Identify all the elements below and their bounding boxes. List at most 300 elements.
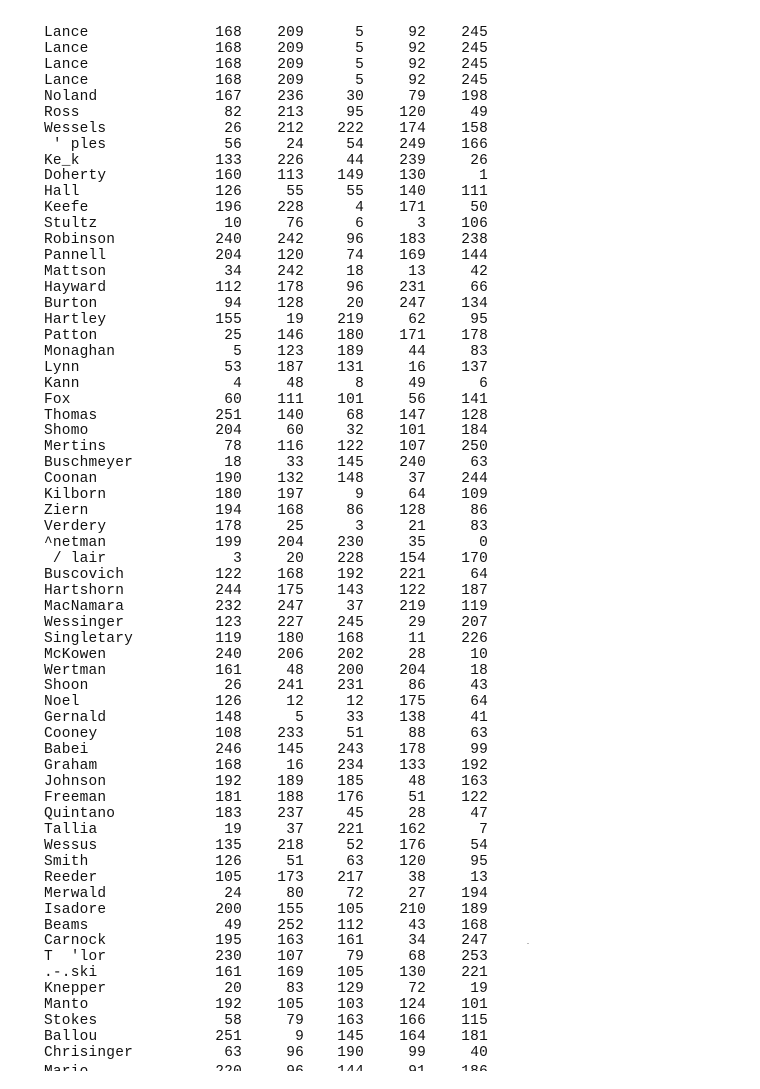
row-value-2: 145 bbox=[277, 742, 304, 759]
table-row bbox=[0, 248, 760, 264]
row-name: Wessus bbox=[44, 837, 98, 854]
row-value-5: 194 bbox=[461, 885, 488, 902]
row-value-2: 83 bbox=[286, 981, 304, 998]
row-value-5: 95 bbox=[470, 853, 488, 870]
row-value-4: 29 bbox=[408, 614, 426, 631]
row-value-1: 126 bbox=[215, 184, 242, 201]
table-row bbox=[0, 854, 760, 870]
row-value-1: 240 bbox=[215, 646, 242, 663]
row-value-4: 204 bbox=[399, 662, 426, 679]
row-value-4: 92 bbox=[408, 72, 426, 89]
row-name: Lance bbox=[44, 40, 89, 57]
row-value-5: 184 bbox=[461, 423, 488, 440]
row-value-1: 192 bbox=[215, 997, 242, 1014]
row-value-1: 168 bbox=[215, 25, 242, 41]
row-value-3: 4 bbox=[355, 200, 364, 217]
row-value-1: 199 bbox=[215, 535, 242, 551]
row-value-5: 63 bbox=[470, 726, 488, 743]
row-value-4: 107 bbox=[399, 439, 426, 456]
row-name: ^netman bbox=[44, 535, 107, 551]
row-value-5: 189 bbox=[461, 901, 488, 918]
row-name: Wertman bbox=[44, 662, 107, 679]
row-value-5: 158 bbox=[461, 120, 488, 137]
row-value-3: 176 bbox=[337, 790, 364, 806]
row-value-5: 95 bbox=[470, 311, 488, 328]
row-value-3: 202 bbox=[337, 646, 364, 663]
row-value-4: 210 bbox=[399, 901, 426, 918]
row-value-2: 247 bbox=[277, 598, 304, 615]
table-row bbox=[0, 264, 760, 280]
row-value-3: 231 bbox=[337, 678, 364, 695]
row-value-3: 129 bbox=[337, 981, 364, 998]
row-value-3: 51 bbox=[346, 726, 364, 743]
row-value-1: 56 bbox=[224, 136, 242, 153]
row-name: Buscovich bbox=[44, 566, 125, 583]
row-value-3: 30 bbox=[346, 88, 364, 105]
row-value-4: 178 bbox=[399, 742, 426, 759]
row-name: Chrisinger bbox=[44, 1045, 134, 1061]
row-value-3: 219 bbox=[337, 311, 364, 328]
row-value-4: 122 bbox=[399, 582, 426, 599]
row-value-2: 146 bbox=[277, 327, 304, 344]
row-name: Hartley bbox=[44, 311, 107, 328]
table-row bbox=[0, 933, 760, 949]
row-value-1: 194 bbox=[215, 503, 242, 520]
row-value-5: 238 bbox=[461, 232, 488, 249]
row-value-1: 190 bbox=[215, 471, 242, 488]
row-value-4: 154 bbox=[399, 550, 426, 567]
row-value-2: 252 bbox=[277, 917, 304, 934]
row-name: T 'lor bbox=[44, 949, 107, 966]
table-row bbox=[0, 408, 760, 424]
table-row bbox=[0, 1045, 760, 1061]
row-name: Lance bbox=[44, 56, 89, 73]
row-name: Keefe bbox=[44, 200, 89, 217]
row-value-3: 54 bbox=[346, 136, 364, 153]
row-value-3: 44 bbox=[346, 152, 364, 169]
row-value-2: 33 bbox=[286, 455, 304, 472]
row-value-5: 250 bbox=[461, 439, 488, 456]
row-value-1: 26 bbox=[224, 120, 242, 137]
row-value-2: 180 bbox=[277, 630, 304, 647]
row-value-2: 204 bbox=[277, 535, 304, 551]
row-value-2: 206 bbox=[277, 646, 304, 663]
table-row bbox=[0, 232, 760, 248]
row-value-1: 168 bbox=[215, 56, 242, 73]
row-name: Merwald bbox=[44, 885, 107, 902]
row-value-3: 180 bbox=[337, 327, 364, 344]
row-value-1: 5 bbox=[233, 343, 242, 360]
row-value-5: 178 bbox=[461, 327, 488, 344]
row-value-3: 131 bbox=[337, 359, 364, 376]
row-value-1: 195 bbox=[215, 933, 242, 950]
row-name: Pannell bbox=[44, 248, 107, 265]
row-value-5: 26 bbox=[470, 152, 488, 169]
row-name: Fox bbox=[44, 391, 71, 408]
row-value-3: 145 bbox=[337, 1029, 364, 1046]
row-value-1: 168 bbox=[215, 40, 242, 57]
table-row bbox=[0, 567, 760, 583]
row-value-3: 185 bbox=[337, 774, 364, 791]
row-name: Noel bbox=[44, 694, 80, 711]
row-value-2: 227 bbox=[277, 614, 304, 631]
table-row bbox=[0, 965, 760, 981]
table-row bbox=[0, 870, 760, 886]
row-value-1: 135 bbox=[215, 837, 242, 854]
row-value-5: 170 bbox=[461, 550, 488, 567]
table-row bbox=[0, 360, 760, 376]
table-row bbox=[0, 949, 760, 965]
row-value-1: 232 bbox=[215, 598, 242, 615]
row-value-5: 6 bbox=[479, 375, 488, 392]
row-name: Cooney bbox=[44, 726, 98, 743]
table-row bbox=[0, 583, 760, 599]
row-name: Stultz bbox=[44, 216, 98, 233]
table-row bbox=[0, 216, 760, 232]
row-value-5: 50 bbox=[470, 200, 488, 217]
row-value-2: 163 bbox=[277, 933, 304, 950]
row-value-2: 9 bbox=[295, 1029, 304, 1046]
row-value-2: 128 bbox=[277, 295, 304, 312]
table-row bbox=[0, 328, 760, 344]
row-value-4: 247 bbox=[399, 295, 426, 312]
scan-speck bbox=[527, 943, 529, 944]
table-row bbox=[0, 344, 760, 360]
row-value-1: 148 bbox=[215, 710, 242, 727]
row-value-2: 96 bbox=[286, 1045, 304, 1061]
row-value-4: 124 bbox=[399, 997, 426, 1014]
row-value-5: 245 bbox=[461, 72, 488, 89]
row-value-4: 175 bbox=[399, 694, 426, 711]
table-row bbox=[0, 838, 760, 854]
row-name: Isadore bbox=[44, 901, 107, 918]
row-name: Mertins bbox=[44, 439, 107, 456]
row-value-1: 94 bbox=[224, 295, 242, 312]
row-name: Reeder bbox=[44, 869, 98, 886]
row-value-4: 171 bbox=[399, 327, 426, 344]
row-value-2: 140 bbox=[277, 407, 304, 424]
row-value-5: 128 bbox=[461, 407, 488, 424]
row-value-2: 242 bbox=[277, 232, 304, 249]
row-value-4: 174 bbox=[399, 120, 426, 137]
row-value-3: 192 bbox=[337, 566, 364, 583]
row-name: .-.ski bbox=[44, 965, 98, 982]
row-value-3: 20 bbox=[346, 295, 364, 312]
row-value-3: 200 bbox=[337, 662, 364, 679]
row-value-4: 92 bbox=[408, 40, 426, 57]
row-value-1: 183 bbox=[215, 805, 242, 822]
row-name: Kann bbox=[44, 375, 80, 392]
row-value-3: 5 bbox=[355, 56, 364, 73]
row-value-5: 41 bbox=[470, 710, 488, 727]
row-name: Monaghan bbox=[44, 343, 116, 360]
row-value-5: 245 bbox=[461, 56, 488, 73]
row-value-5: 144 bbox=[461, 248, 488, 265]
row-value-5: 198 bbox=[461, 88, 488, 105]
row-value-2: 123 bbox=[277, 343, 304, 360]
row-value-3: 37 bbox=[346, 598, 364, 615]
row-value-5: 1 bbox=[479, 168, 488, 185]
row-value-5: 83 bbox=[470, 519, 488, 536]
table-row bbox=[0, 981, 760, 997]
table-row bbox=[0, 471, 760, 487]
row-value-1: 119 bbox=[215, 630, 242, 647]
row-value-5: 245 bbox=[461, 25, 488, 41]
row-value-1: 10 bbox=[224, 216, 242, 233]
row-value-5: 134 bbox=[461, 295, 488, 312]
row-value-4: 48 bbox=[408, 774, 426, 791]
table-row bbox=[0, 392, 760, 408]
row-value-1: 155 bbox=[215, 311, 242, 328]
row-value-3: 148 bbox=[337, 471, 364, 488]
row-value-4: 21 bbox=[408, 519, 426, 536]
row-value-1: 24 bbox=[224, 885, 242, 902]
row-value-2: 188 bbox=[277, 790, 304, 806]
row-value-1: 161 bbox=[215, 662, 242, 679]
row-value-3: 122 bbox=[337, 439, 364, 456]
row-value-5: 168 bbox=[461, 917, 488, 934]
row-name: Beams bbox=[44, 917, 89, 934]
row-value-1: 200 bbox=[215, 901, 242, 918]
row-value-3: 45 bbox=[346, 805, 364, 822]
table-row bbox=[0, 376, 760, 392]
table-row bbox=[0, 663, 760, 679]
row-value-1: 168 bbox=[215, 758, 242, 775]
table-row bbox=[0, 423, 760, 439]
row-value-3: 112 bbox=[337, 917, 364, 934]
row-value-2: 55 bbox=[286, 184, 304, 201]
table-row bbox=[0, 647, 760, 663]
row-name: Ballou bbox=[44, 1029, 98, 1046]
row-name: Freeman bbox=[44, 790, 107, 806]
row-value-3: 105 bbox=[337, 901, 364, 918]
row-value-4: 101 bbox=[399, 423, 426, 440]
row-value-2: 113 bbox=[277, 168, 304, 185]
row-value-3: 33 bbox=[346, 710, 364, 727]
row-value-3: 95 bbox=[346, 104, 364, 121]
row-value-2: 60 bbox=[286, 423, 304, 440]
row-value-5: 106 bbox=[461, 216, 488, 233]
row-name: Lance bbox=[44, 25, 89, 41]
row-value-2: 120 bbox=[277, 248, 304, 265]
row-value-4: 171 bbox=[399, 200, 426, 217]
table-row bbox=[0, 710, 760, 726]
row-value-3: 96 bbox=[346, 280, 364, 296]
row-value-5: 111 bbox=[461, 184, 488, 201]
row-value-4: 92 bbox=[408, 56, 426, 73]
row-value-2: 242 bbox=[277, 264, 304, 281]
row-value-5: 166 bbox=[461, 136, 488, 153]
row-value-2: 16 bbox=[286, 758, 304, 775]
table-row bbox=[0, 280, 760, 296]
row-value-3: 74 bbox=[346, 248, 364, 265]
row-name: Johnson bbox=[44, 774, 107, 791]
row-value-4: 169 bbox=[399, 248, 426, 265]
row-value-4: 16 bbox=[408, 359, 426, 376]
row-value-2: 48 bbox=[286, 662, 304, 679]
row-value-3: 143 bbox=[337, 582, 364, 599]
row-value-5: 221 bbox=[461, 965, 488, 982]
row-value-5: 49 bbox=[470, 104, 488, 121]
row-value-5: 0 bbox=[479, 535, 488, 551]
row-value-4: 79 bbox=[408, 88, 426, 105]
row-value-2: 213 bbox=[277, 104, 304, 121]
row-value-1: 26 bbox=[224, 678, 242, 695]
table-row bbox=[0, 599, 760, 615]
table-row bbox=[0, 168, 760, 184]
row-value-4: 140 bbox=[399, 184, 426, 201]
row-name: Tallia bbox=[44, 821, 98, 838]
row-value-1: 123 bbox=[215, 614, 242, 631]
row-value-1: 167 bbox=[215, 88, 242, 105]
row-name: Hall bbox=[44, 184, 80, 201]
row-value-4: 219 bbox=[399, 598, 426, 615]
table-row bbox=[0, 439, 760, 455]
row-name: Noland bbox=[44, 88, 98, 105]
row-value-3: 163 bbox=[337, 1013, 364, 1030]
row-value-2: 209 bbox=[277, 25, 304, 41]
row-value-3: 5 bbox=[355, 40, 364, 57]
row-name: Verdery bbox=[44, 519, 107, 536]
row-value-3: 105 bbox=[337, 965, 364, 982]
row-value-4: 28 bbox=[408, 646, 426, 663]
row-value-1: 240 bbox=[215, 232, 242, 249]
row-value-4: 128 bbox=[399, 503, 426, 520]
row-value-2: 197 bbox=[277, 487, 304, 504]
row-value-1: 181 bbox=[215, 790, 242, 806]
row-value-1: 4 bbox=[233, 375, 242, 392]
row-value-3: 189 bbox=[337, 343, 364, 360]
row-value-4: 133 bbox=[399, 758, 426, 775]
row-value-2: 175 bbox=[277, 582, 304, 599]
row-value-1: 60 bbox=[224, 391, 242, 408]
row-value-4: 64 bbox=[408, 487, 426, 504]
row-value-4: 49 bbox=[408, 375, 426, 392]
row-value-5: 83 bbox=[470, 343, 488, 360]
row-value-5: 13 bbox=[470, 869, 488, 886]
row-value-4: 28 bbox=[408, 805, 426, 822]
row-value-5: 141 bbox=[461, 391, 488, 408]
row-value-2: 169 bbox=[277, 965, 304, 982]
row-value-1: 126 bbox=[215, 853, 242, 870]
row-value-1: 49 bbox=[224, 917, 242, 934]
row-name: Manto bbox=[44, 997, 89, 1014]
row-value-4: 239 bbox=[399, 152, 426, 169]
row-value-2: 189 bbox=[277, 774, 304, 791]
row-name: Wessinger bbox=[44, 614, 125, 631]
row-value-4: 240 bbox=[399, 455, 426, 472]
row-name: Hartshorn bbox=[44, 582, 125, 599]
row-value-2: 209 bbox=[277, 56, 304, 73]
row-value-4: 35 bbox=[408, 535, 426, 551]
table-row bbox=[0, 41, 760, 57]
row-value-4: 183 bbox=[399, 232, 426, 249]
row-value-4: 130 bbox=[399, 168, 426, 185]
row-value-1: 53 bbox=[224, 359, 242, 376]
row-value-2: 218 bbox=[277, 837, 304, 854]
row-value-4: 231 bbox=[399, 280, 426, 296]
row-value-3: 221 bbox=[337, 821, 364, 838]
row-value-2: 209 bbox=[277, 72, 304, 89]
row-value-4: 68 bbox=[408, 949, 426, 966]
row-name: Smith bbox=[44, 853, 89, 870]
table-row bbox=[0, 296, 760, 312]
row-value-3: 243 bbox=[337, 742, 364, 759]
row-value-2: 237 bbox=[277, 805, 304, 822]
row-value-3: 96 bbox=[346, 232, 364, 249]
table-row bbox=[0, 73, 760, 89]
table-row bbox=[0, 631, 760, 647]
row-value-5: 43 bbox=[470, 678, 488, 695]
row-value-1: 19 bbox=[224, 821, 242, 838]
table-row bbox=[0, 105, 760, 121]
row-value-1: 18 bbox=[224, 455, 242, 472]
row-value-5: 64 bbox=[470, 566, 488, 583]
row-value-3: 9 bbox=[355, 487, 364, 504]
row-value-1: 244 bbox=[215, 582, 242, 599]
row-value-4: 3 bbox=[417, 216, 426, 233]
row-value-3: 55 bbox=[346, 184, 364, 201]
row-value-2: 105 bbox=[277, 997, 304, 1014]
page-bottom-edge bbox=[0, 1071, 760, 1089]
row-name: Shomo bbox=[44, 423, 89, 440]
row-value-4: 130 bbox=[399, 965, 426, 982]
row-value-5: 42 bbox=[470, 264, 488, 281]
row-value-4: 11 bbox=[408, 630, 426, 647]
row-value-3: 6 bbox=[355, 216, 364, 233]
row-value-5: 86 bbox=[470, 503, 488, 520]
row-value-1: 58 bbox=[224, 1013, 242, 1030]
row-value-5: 115 bbox=[461, 1013, 488, 1030]
row-value-2: 241 bbox=[277, 678, 304, 695]
table-row bbox=[0, 678, 760, 694]
row-value-5: 181 bbox=[461, 1029, 488, 1046]
row-name: Quintano bbox=[44, 805, 116, 822]
table-row bbox=[0, 551, 760, 567]
row-value-3: 228 bbox=[337, 550, 364, 567]
table-row bbox=[0, 503, 760, 519]
row-value-2: 168 bbox=[277, 566, 304, 583]
row-value-4: 72 bbox=[408, 981, 426, 998]
row-value-2: 116 bbox=[277, 439, 304, 456]
row-value-5: 101 bbox=[461, 997, 488, 1014]
table-row bbox=[0, 487, 760, 503]
table-row bbox=[0, 694, 760, 710]
row-value-1: 246 bbox=[215, 742, 242, 759]
row-value-5: 47 bbox=[470, 805, 488, 822]
row-value-4: 27 bbox=[408, 885, 426, 902]
row-name: Hayward bbox=[44, 280, 107, 296]
row-name: Stokes bbox=[44, 1013, 98, 1030]
row-name: Ziern bbox=[44, 503, 89, 520]
row-value-3: 79 bbox=[346, 949, 364, 966]
row-value-4: 38 bbox=[408, 869, 426, 886]
row-value-5: 10 bbox=[470, 646, 488, 663]
row-value-3: 12 bbox=[346, 694, 364, 711]
row-value-1: 126 bbox=[215, 694, 242, 711]
table-row bbox=[0, 153, 760, 169]
row-value-2: 178 bbox=[277, 280, 304, 296]
row-value-3: 149 bbox=[337, 168, 364, 185]
row-value-3: 86 bbox=[346, 503, 364, 520]
row-name: Ross bbox=[44, 104, 80, 121]
row-value-1: 78 bbox=[224, 439, 242, 456]
row-value-5: 63 bbox=[470, 455, 488, 472]
table-row bbox=[0, 615, 760, 631]
row-value-5: 40 bbox=[470, 1045, 488, 1061]
row-name: Robinson bbox=[44, 232, 116, 249]
row-name: Gernald bbox=[44, 710, 107, 727]
